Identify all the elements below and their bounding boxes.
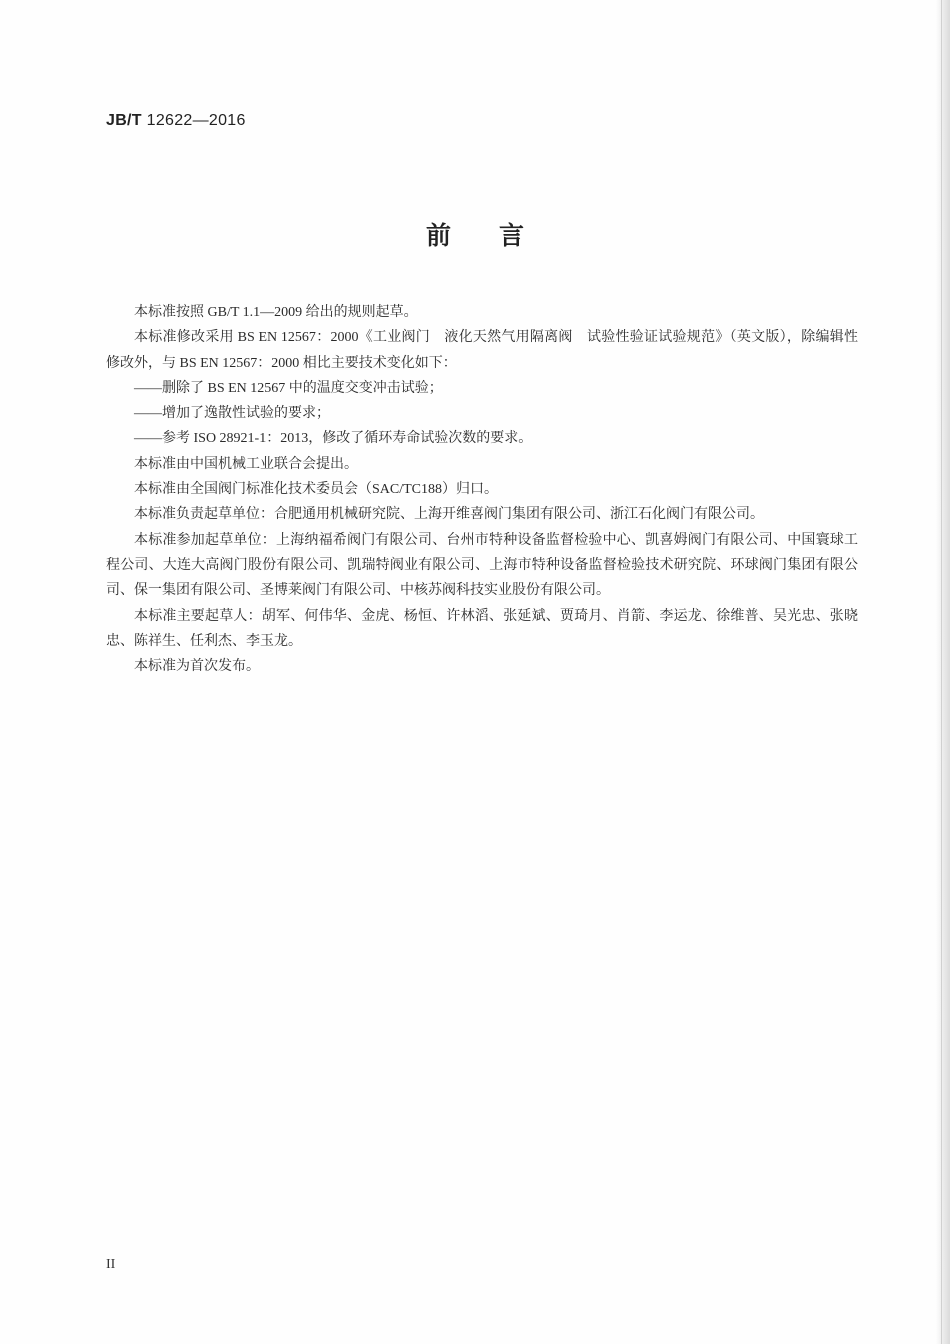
paragraph-change-1: ——删除了 BS EN 12567 中的温度交变冲击试验； xyxy=(134,380,443,396)
page-edge-line xyxy=(941,0,942,1344)
page-edge-shadow xyxy=(936,0,950,1344)
page-number: II xyxy=(106,1257,116,1272)
paragraph-change-3: ——参考 ISO 28921-1：2013，修改了循环寿命试验次数的要求。 xyxy=(134,431,533,447)
standard-code-prefix: JB/T xyxy=(106,112,142,129)
page-title: 前言 xyxy=(425,221,572,250)
standard-code-number: 12622—2016 xyxy=(141,112,246,129)
paragraph-adoption: 本标准修改采用 BS EN 12567：2000《工业阀门 液化天然气用隔离阀 试验性验证试验规范》（英文版），除编辑性修改外，与 BS EN 12567：2000 相比主要技术变化如下： xyxy=(106,330,858,371)
foreword-body xyxy=(106,300,858,679)
paragraph-first-release: 本标准为首次发布。 xyxy=(134,659,260,675)
paragraph-main-authors: 本标准主要起草人：胡军、何伟华、金虎、杨恒、许林滔、张延斌、贾琦月、肖箭、李运龙、徐维普、吴光忠、张晓忠、陈祥生、任利杰、李玉龙。 xyxy=(106,608,858,649)
paragraph-committee: 本标准由全国阀门标准化技术委员会（SAC/TC188）归口。 xyxy=(134,482,499,498)
paragraph-change-2: ——增加了逸散性试验的要求； xyxy=(134,406,330,422)
paragraph-drafting-rules: 本标准按照 GB/T 1.1—2009 给出的规则起草。 xyxy=(134,305,418,320)
paragraph-lead-drafters: 本标准负责起草单位：合肥通用机械研究院、上海开维喜阀门集团有限公司、浙江石化阀门有限公司。 xyxy=(134,507,764,523)
paragraph-proposer: 本标准由中国机械工业联合会提出。 xyxy=(134,456,358,472)
paragraph-participating-drafters: 本标准参加起草单位：上海纳福希阀门有限公司、台州市特种设备监督检验中心、凯喜姆阀门有限公司、中国寰球工程公司、大连大高阀门股份有限公司、凯瑞特阀业有限公司、上海市特种设备监督检验技术研究院、环球阀门集团有限公司、保一集团有限公司、圣博莱阀门有限公司、中核苏阀科技实业股份有限公司。 xyxy=(106,532,858,599)
standard-code xyxy=(106,112,246,130)
